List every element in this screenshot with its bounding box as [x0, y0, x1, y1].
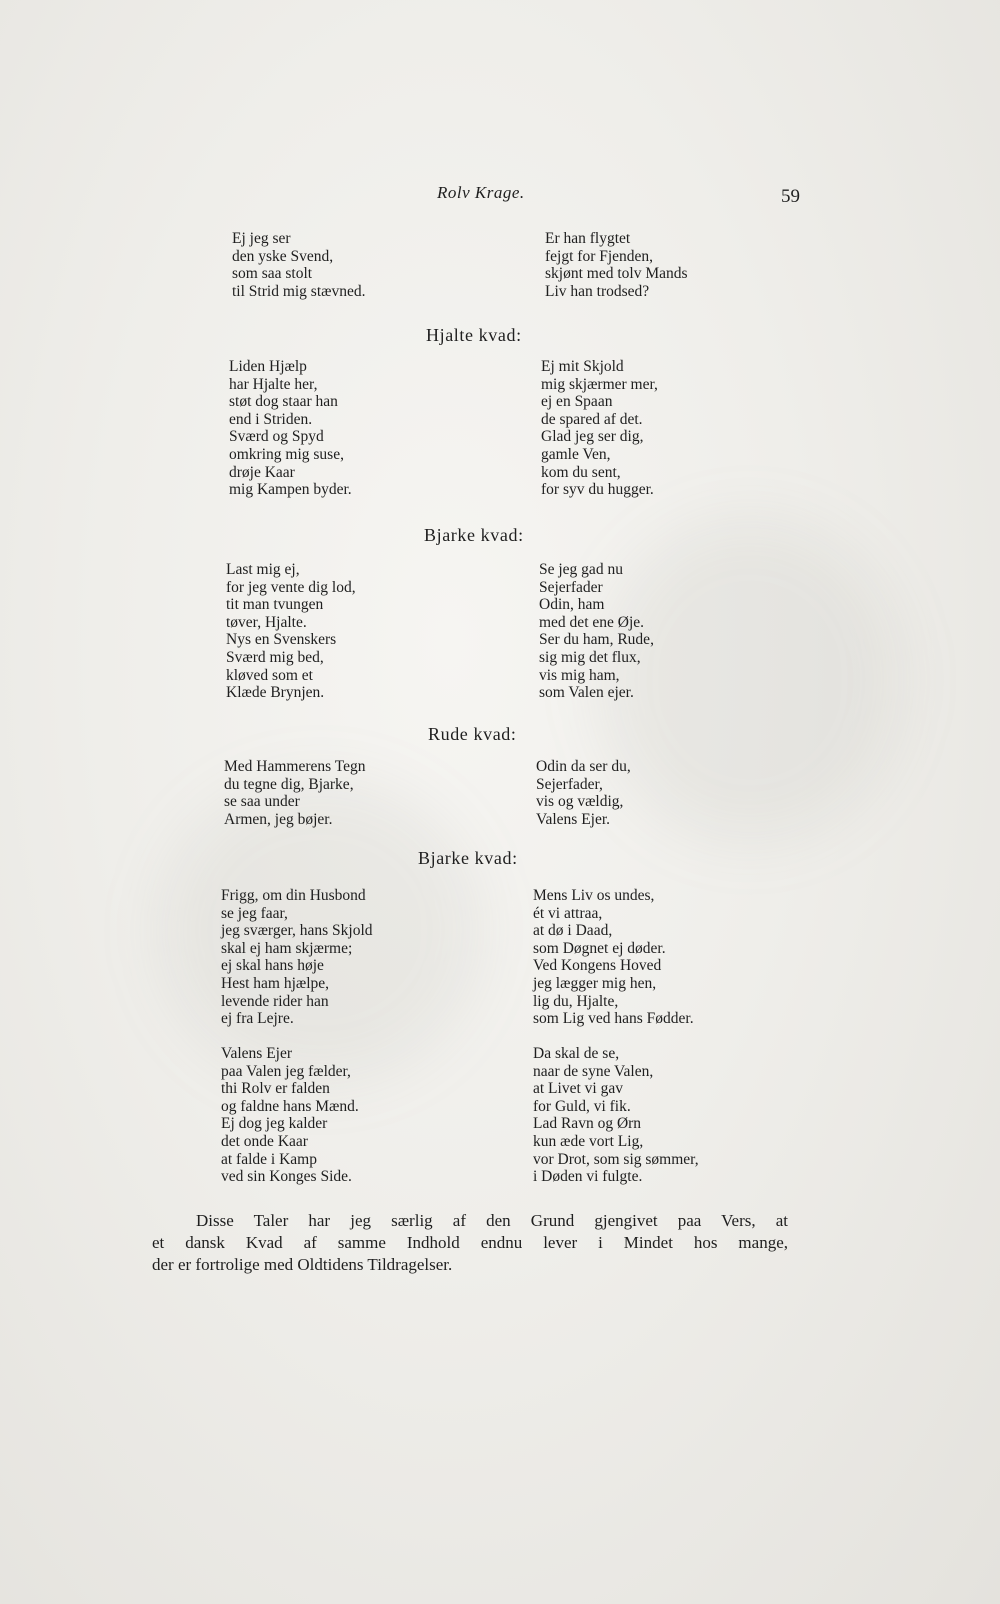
verse-line: Valens Ejer.	[536, 810, 611, 828]
stanza-left	[221, 887, 373, 1028]
verse-line: som Lig ved hans Fødder.	[533, 1010, 694, 1028]
verse-line: kom du sent,	[541, 463, 621, 481]
stanza-left	[224, 758, 366, 828]
verse-line: Klæde Brynjen.	[226, 684, 325, 702]
verse-line: tit man tvungen	[226, 596, 324, 614]
stanza-right	[539, 561, 654, 702]
verse-line: støt dog staar han	[229, 393, 338, 411]
verse-line: Armen, jeg bøjer.	[224, 810, 333, 828]
verse-line: som Valen ejer.	[539, 684, 634, 702]
verse-line: Frigg, om din Husbond	[221, 887, 366, 904]
verse-line: med det ene Øje.	[539, 613, 645, 631]
verse-line: drøje Kaar	[229, 463, 295, 481]
verse-line: og faldne hans Mænd.	[221, 1097, 359, 1115]
verse-line: Mens Liv os undes,	[533, 887, 655, 904]
verse-line: i Døden vi fulgte.	[533, 1168, 643, 1186]
verse-line: ej skal hans høje	[221, 957, 324, 975]
verse-line: fejgt for Fjenden,	[545, 247, 654, 265]
verse-line: Sværd og Spyd	[229, 428, 324, 446]
verse-line: kløved som et	[226, 666, 313, 684]
verse-line: for jeg vente dig lod,	[226, 578, 356, 596]
verse-line: Liden Hjælp	[229, 358, 307, 375]
verse-line: tøver, Hjalte.	[226, 613, 307, 631]
verse-line: ej en Spaan	[541, 393, 613, 411]
verse-line: Sejerfader	[539, 578, 603, 596]
verse-line: Ej jeg ser	[232, 230, 291, 247]
verse-line: ved sin Konges Side.	[221, 1168, 352, 1186]
prose-line: Disse Taler har jeg særlig af den Grund gjengivet paa Vers, at	[196, 1211, 788, 1230]
verse-line: omkring mig suse,	[229, 445, 344, 463]
stanza-left	[221, 1045, 359, 1186]
verse-line: de spared af det.	[541, 410, 643, 428]
prose-paragraph	[152, 1210, 788, 1276]
stanza-left	[229, 358, 352, 499]
prose-line: der er fortrolige med Oldtidens Tildragelser.	[152, 1255, 453, 1274]
verse-line: Glad jeg ser dig,	[541, 428, 644, 446]
verse-line: end i Striden.	[229, 410, 313, 428]
verse-line: Ej dog jeg kalder	[221, 1115, 328, 1133]
verse-line: Odin, ham	[539, 596, 605, 614]
stanza-left	[232, 230, 365, 300]
verse-line: at falde i Kamp	[221, 1150, 317, 1168]
verse-line: lig du, Hjalte,	[533, 992, 619, 1010]
verse-line: sig mig det flux,	[539, 648, 641, 666]
verse-line: Da skal de se,	[533, 1045, 620, 1062]
verse-line: at Livet vi gav	[533, 1080, 623, 1098]
verse-line: Valens Ejer	[221, 1045, 293, 1062]
verse-line: mig skjærmer mer,	[541, 375, 658, 393]
stanza-right	[545, 230, 688, 300]
verse-line: Sværd mig bed,	[226, 648, 324, 666]
verse-line: Ej mit Skjold	[541, 358, 624, 375]
verse-line: paa Valen jeg fælder,	[221, 1062, 351, 1080]
verse-line: skjønt med tolv Mands	[545, 265, 688, 283]
verse-line: skal ej ham skjærme;	[221, 939, 353, 957]
page-number: 59	[781, 186, 800, 207]
verse-line: Ser du ham, Rude,	[539, 631, 654, 649]
verse-line: vis mig ham,	[539, 666, 620, 684]
verse-line: levende rider han	[221, 992, 329, 1010]
verse-line: Lad Ravn og Ørn	[533, 1115, 642, 1133]
stanza-right	[533, 1045, 699, 1186]
verse-line: kun æde vort Lig,	[533, 1132, 644, 1150]
verse-line: har Hjalte her,	[229, 375, 318, 393]
running-title: Rolv Krage.	[437, 183, 525, 202]
verse-line: ej fra Lejre.	[221, 1010, 294, 1028]
verse-line: mig Kampen byder.	[229, 481, 352, 499]
speaker-heading-rude: Rude kvad:	[428, 724, 517, 744]
verse-line: Er han flygtet	[545, 230, 631, 247]
verse-line: for syv du hugger.	[541, 481, 654, 499]
verse-line: til Strid mig stævned.	[232, 282, 366, 300]
verse-line: thi Rolv er falden	[221, 1080, 330, 1098]
speaker-heading-bjarke: Bjarke kvad:	[424, 525, 524, 545]
verse-line: vor Drot, som sig sømmer,	[533, 1150, 699, 1168]
verse-line: Nys en Svenskers	[226, 631, 337, 649]
verse-line: du tegne dig, Bjarke,	[224, 775, 354, 793]
verse-line: jeg sværger, hans Skjold	[221, 922, 373, 940]
stanza-right	[533, 887, 694, 1028]
speaker-heading-hjalte: Hjalte kvad:	[426, 325, 522, 345]
verse-line: naar de syne Valen,	[533, 1062, 654, 1080]
speaker-heading-bjarke: Bjarke kvad:	[418, 848, 518, 868]
verse-line: Sejerfader,	[536, 775, 603, 793]
verse-line: jeg lægger mig hen,	[533, 974, 657, 992]
verse-line: gamle Ven,	[541, 445, 611, 463]
verse-line: Last mig ej,	[226, 561, 300, 578]
verse-line: Ved Kongens Hoved	[533, 957, 662, 975]
verse-line: den yske Svend,	[232, 247, 334, 265]
verse-line: som saa stolt	[232, 265, 313, 283]
verse-line: se saa under	[224, 793, 300, 811]
stanza-left	[226, 561, 356, 702]
verse-line: Hest ham hjælpe,	[221, 974, 330, 992]
verse-line: det onde Kaar	[221, 1132, 308, 1150]
verse-line: at dø i Daad,	[533, 922, 613, 940]
verse-line: Liv han trodsed?	[545, 282, 650, 300]
verse-line: vis og vældig,	[536, 793, 624, 811]
verse-line: for Guld, vi fik.	[533, 1097, 631, 1115]
verse-line: ét vi attraa,	[533, 904, 603, 922]
verse-line: som Døgnet ej døder.	[533, 939, 666, 957]
verse-line: Med Hammerens Tegn	[224, 758, 366, 775]
stanza-right	[536, 758, 631, 828]
verse-line: se jeg faar,	[221, 904, 288, 922]
stanza-right	[541, 358, 658, 499]
verse-line: Se jeg gad nu	[539, 561, 623, 578]
verse-line: Odin da ser du,	[536, 758, 631, 775]
prose-line: et dansk Kvad af samme Indhold endnu lever i Mindet hos mange,	[152, 1233, 788, 1252]
